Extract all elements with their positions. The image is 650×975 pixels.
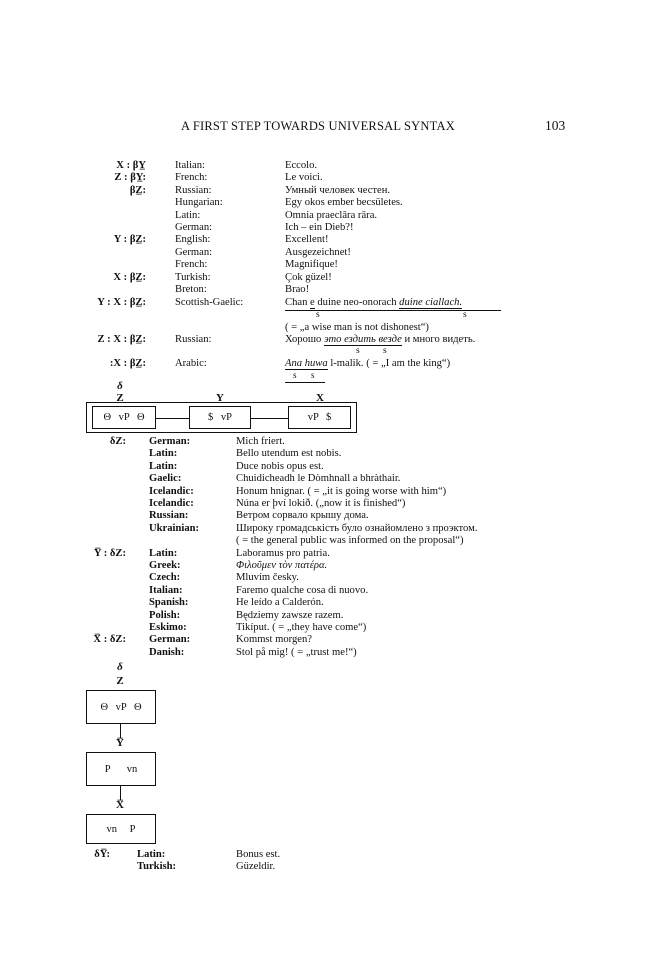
row-language: Russian:: [175, 334, 212, 345]
row-example: Núna er því lokið. („now it is finished“): [236, 498, 406, 509]
underline-rule: [285, 382, 325, 383]
row-language: French:: [175, 172, 208, 184]
example-row: [0, 622, 650, 635]
example-row-russian: [0, 334, 650, 347]
example-row: [0, 461, 650, 474]
text-a: Ana huwa: [285, 358, 328, 369]
example-row: [0, 185, 650, 198]
example-row: [0, 284, 650, 297]
row-label: X : βY̲: [116, 160, 146, 171]
row-language: Latin:: [149, 460, 178, 472]
example-row: [0, 523, 650, 536]
row-example: Omnia praeclāra rāra.: [285, 209, 378, 221]
text-b: duine neo-onorach: [314, 297, 400, 308]
row-label: X̅ : δZ:: [93, 634, 126, 646]
row-example: Ausgezeichnet!: [285, 246, 351, 258]
subscript-s: s: [383, 346, 387, 356]
row-language: Czech:: [149, 572, 181, 584]
frame-box-x: vP $: [288, 406, 351, 429]
frame-inner: P vn: [104, 763, 138, 775]
subscript-s: s: [463, 310, 467, 320]
row-language: Italian:: [149, 584, 183, 596]
row-example: Φιλοῦμεν τὸν πατέρα.: [236, 560, 328, 571]
x-bar-label: X̅: [116, 799, 124, 811]
subscript-s: s: [293, 370, 297, 380]
row-language: German:: [149, 436, 191, 447]
row-language: Icelandic:: [149, 498, 194, 509]
example-row-gaelic: [0, 297, 650, 310]
y-bar-label: Y̅: [116, 737, 124, 749]
frame-box-y: $ vP: [189, 406, 251, 429]
row-example: Będziemy zawsze razem.: [236, 609, 344, 621]
row-language: Spanish:: [149, 597, 189, 609]
row-language: Latin:: [175, 209, 201, 221]
row-label: Y : X : βZ̲:: [97, 297, 146, 308]
row-label: δY̅:: [94, 849, 110, 860]
row-language: Turkish:: [175, 271, 211, 283]
row-label: δZ:: [109, 436, 126, 447]
row-example: Le voici.: [285, 172, 323, 184]
row-example: Honum hnignar. ( = „it is going worse with him“): [236, 485, 447, 497]
example-row: [0, 572, 650, 585]
row-example: Mluvím česky.: [236, 572, 299, 584]
text-e: e: [310, 297, 315, 308]
frame-box-z: Θ vP Θ: [92, 406, 156, 429]
row-example: Magnifique!: [285, 259, 338, 271]
subscript-s: s: [356, 346, 360, 356]
row-label: Y : βZ̲:: [113, 234, 146, 246]
row-example: He leído a Calderón.: [236, 597, 324, 609]
example-row: [0, 647, 650, 660]
example-row: [0, 210, 650, 223]
text-b: это ездить везде: [323, 334, 402, 345]
row-language: Latin:: [149, 448, 178, 460]
delta-symbol: δ: [117, 661, 123, 673]
connector: [120, 786, 121, 800]
example-row: [0, 510, 650, 523]
row-example: Brao!: [285, 284, 310, 295]
row-language: Breton:: [175, 284, 207, 295]
row-language: Danish:: [149, 646, 185, 658]
example-row: [0, 610, 650, 623]
gloss-row: [285, 322, 429, 335]
example-row: [0, 272, 650, 285]
row-example: Güzeldir.: [236, 861, 276, 873]
example-row: [0, 634, 650, 647]
example-row: [0, 861, 650, 874]
example-row: [0, 473, 650, 486]
row-language: Turkish:: [137, 861, 177, 873]
row-example: Ветром сорвало крышу дома.: [236, 510, 369, 522]
row-label: :X : βZ̲:: [109, 358, 146, 369]
row-label: X : βZ̲:: [113, 271, 146, 283]
frame-inner: Θ vP Θ: [100, 701, 142, 713]
subscript-s: s: [316, 310, 320, 320]
row-language: Russian:: [175, 184, 212, 196]
row-example: ( = the general public was informed on the proposal“): [236, 535, 464, 547]
row-example: Laboramus pro patria.: [236, 547, 330, 559]
example-row: [0, 585, 650, 598]
row-language: Scottish-Gaelic:: [175, 297, 244, 308]
row-example: [285, 358, 450, 370]
example-row: [0, 597, 650, 610]
row-example: Kommst morgen?: [236, 634, 313, 646]
row-language: Hungarian:: [175, 197, 223, 209]
x-label: X: [316, 392, 324, 404]
row-language: French:: [175, 259, 208, 271]
connector: [156, 418, 189, 419]
row-example: Excellent!: [285, 234, 329, 246]
row-language: Arabic:: [175, 358, 207, 369]
row-example: Широку громадськість було ознайомлено з проэктом.: [236, 522, 478, 534]
row-example: Çok güzel!: [285, 271, 332, 283]
row-language: Icelandic:: [149, 485, 194, 497]
page-number: 103: [545, 118, 566, 133]
gloss: ( = „a wise man is not dishonest“): [285, 322, 429, 333]
row-language: Latin:: [149, 547, 178, 559]
example-row: [0, 172, 650, 185]
row-example: Duce nobis opus est.: [236, 460, 324, 472]
connector: [120, 724, 121, 738]
example-row: [0, 535, 650, 548]
row-language: Gaelic:: [149, 473, 182, 485]
row-language: German:: [149, 634, 191, 646]
y-label: Y: [216, 392, 224, 404]
text-c: и много видеть.: [401, 334, 476, 345]
connector: [251, 418, 288, 419]
row-language: English:: [175, 234, 211, 246]
z-label: Z: [116, 392, 124, 404]
row-language: German:: [175, 222, 213, 233]
row-language: Eskimo:: [149, 622, 187, 633]
subscript-s: s: [311, 370, 315, 380]
row-language: Russian:: [149, 510, 189, 522]
row-example: [285, 334, 475, 346]
row-label: Y̅ : δZ:: [93, 547, 126, 559]
example-row: [0, 498, 650, 511]
row-label: βZ̲:: [129, 184, 146, 196]
delta-symbol: δ: [117, 380, 123, 392]
example-row: [0, 197, 650, 210]
row-language: Ukrainian:: [149, 522, 200, 534]
example-row: [0, 548, 650, 561]
z-label: Z: [116, 675, 124, 687]
row-language: Latin:: [137, 849, 166, 860]
example-row: [0, 436, 650, 449]
row-example: Bonus est.: [236, 849, 281, 860]
row-language: Greek:: [149, 560, 181, 571]
text-a: Chan: [285, 297, 311, 308]
example-row: [0, 160, 650, 173]
example-row: [0, 247, 650, 260]
row-language: German:: [175, 246, 213, 258]
row-example: Tikíput. ( = „they have come“): [236, 622, 367, 633]
example-row: [0, 486, 650, 499]
example-row: [0, 448, 650, 461]
row-example: [285, 297, 462, 309]
example-row: [0, 259, 650, 272]
example-row: [0, 234, 650, 247]
text-a: Хорошо: [285, 334, 324, 345]
row-example: Mich friert.: [236, 436, 285, 447]
frame-inner: vn P: [106, 823, 136, 835]
row-example: Ich – ein Dieb?!: [285, 222, 354, 233]
running-header-title: A FIRST STEP TOWARDS UNIVERSAL SYNTAX: [181, 119, 455, 133]
row-example: Stol på mig! ( = „trust me!“): [236, 646, 357, 658]
row-example: Faremo qualche cosa di nuovo.: [236, 584, 369, 596]
row-label: Z : X : βZ̲:: [97, 334, 146, 345]
example-row: [0, 560, 650, 573]
row-example: Egy okos ember becsületes.: [285, 197, 403, 209]
text-c: duine ciallach.: [399, 297, 463, 308]
row-example: Умный человек честен.: [285, 184, 391, 196]
row-example: Bello utendum est nobis.: [236, 448, 342, 460]
row-example: Eccolo.: [285, 160, 318, 171]
row-label: Z : βY̲:: [114, 172, 146, 184]
text-b: l-malik. ( = „I am the king“): [327, 358, 451, 369]
row-language: Italian:: [175, 160, 206, 171]
example-row-arabic: [0, 358, 650, 371]
row-language: Polish:: [149, 609, 181, 621]
row-example: Chuidicheadh le Dòmhnall a bhràthair.: [236, 473, 401, 485]
example-row: [0, 222, 650, 235]
example-row: [0, 849, 650, 862]
